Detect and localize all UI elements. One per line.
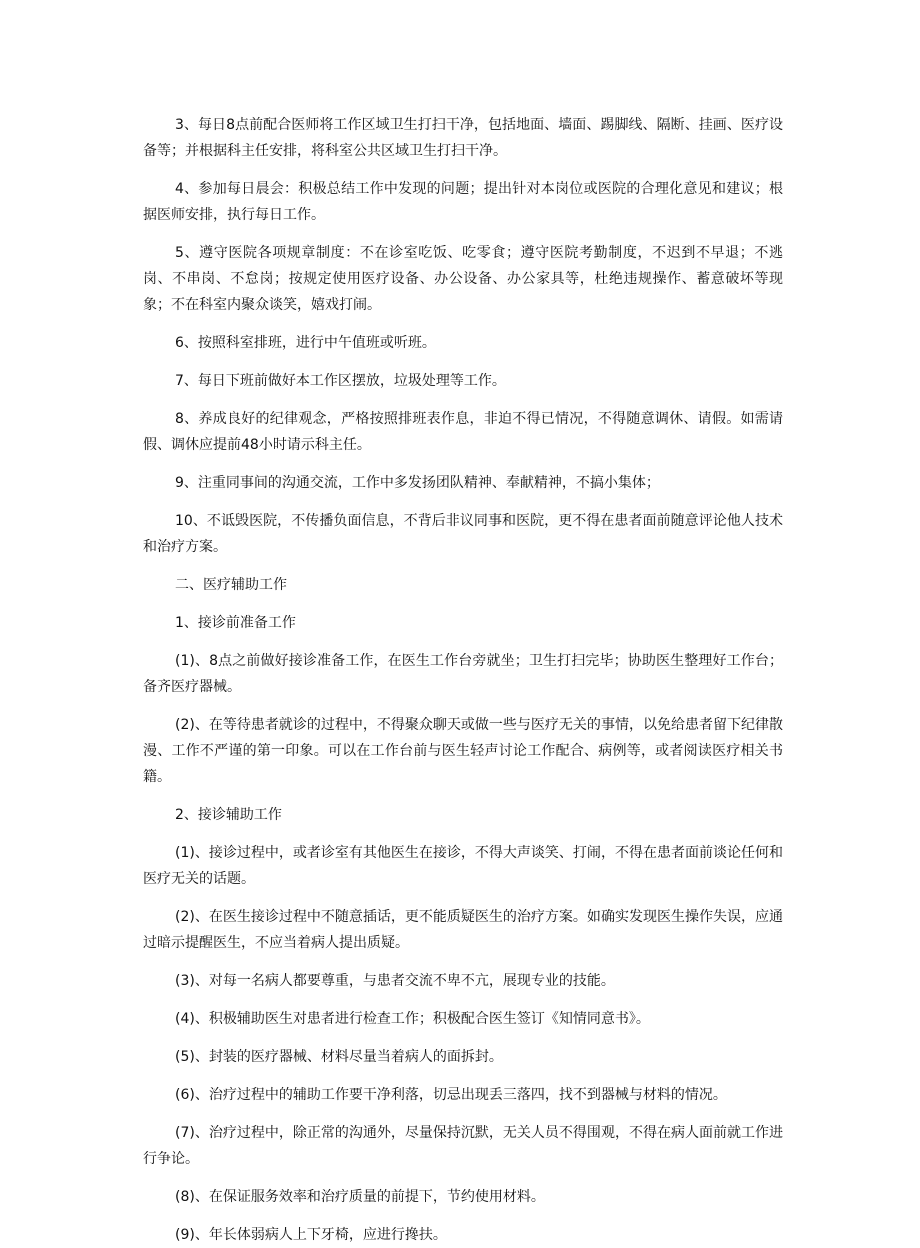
rule-item-7: 7、每日下班前做好本工作区摆放，垃圾处理等工作。 <box>175 373 506 389</box>
subsection-heading-1: 1、接诊前准备工作 <box>175 615 296 631</box>
rule-item-8: 8、养成良好的纪律观念，严格按照排班表作息，非迫不得已情况，不得随意调休、请假。如需请假、调休应提前48小时请示科主任。 <box>143 411 783 453</box>
document-body <box>143 112 783 1248</box>
section-heading: 二、医疗辅助工作 <box>175 577 287 593</box>
assist-item-4: (4)、积极辅助医生对患者进行检查工作；积极配合医生签订《知情同意书》。 <box>175 1011 650 1027</box>
rule-item-6: 6、按照科室排班，进行中午值班或听班。 <box>175 335 436 351</box>
assist-item-8: (8)、在保证服务效率和治疗质量的前提下，节约使用材料。 <box>175 1189 545 1205</box>
assist-item-2: (2)、在医生接诊过程中不随意插话，更不能质疑医生的治疗方案。如确实发现医生操作失误，应通过暗示提醒医生，不应当着病人提出质疑。 <box>143 909 783 951</box>
assist-item-5: (5)、封装的医疗器械、材料尽量当着病人的面拆封。 <box>175 1049 503 1065</box>
prep-item-1: (1)、8点之前做好接诊准备工作，在医生工作台旁就坐；卫生打扫完毕；协助医生整理好工作台；备齐医疗器械。 <box>143 653 783 695</box>
assist-item-7: (7)、治疗过程中，除正常的沟通外，尽量保持沉默，无关人员不得围观，不得在病人面前就工作进行争论。 <box>143 1125 783 1167</box>
subsection-heading-2: 2、接诊辅助工作 <box>175 807 282 823</box>
rule-item-10: 10、不诋毁医院，不传播负面信息，不背后非议同事和医院，更不得在患者面前随意评论他人技术和治疗方案。 <box>143 513 783 555</box>
rule-item-3: 3、每日8点前配合医师将工作区域卫生打扫干净，包括地面、墙面、踢脚线、隔断、挂画、医疗设备等；并根据科主任安排，将科室公共区域卫生打扫干净。 <box>143 117 783 159</box>
assist-item-6: (6)、治疗过程中的辅助工作要干净利落，切忌出现丢三落四，找不到器械与材料的情况。 <box>175 1087 727 1103</box>
prep-item-2: (2)、在等待患者就诊的过程中，不得聚众聊天或做一些与医疗无关的事情，以免给患者留下纪律散漫、工作不严谨的第一印象。可以在工作台前与医生轻声讨论工作配合、病例等，或者阅读医疗相关书籍。 <box>143 717 783 785</box>
rule-item-4: 4、参加每日晨会：积极总结工作中发现的问题；提出针对本岗位或医院的合理化意见和建议；根据医师安排，执行每日工作。 <box>143 181 783 223</box>
assist-item-3: (3)、对每一名病人都要尊重，与患者交流不卑不亢，展现专业的技能。 <box>175 973 615 989</box>
rule-item-9: 9、注重同事间的沟通交流，工作中多发扬团队精神、奉献精神，不搞小集体； <box>175 475 660 491</box>
assist-item-9: (9)、年长体弱病人上下牙椅，应进行搀扶。 <box>175 1227 447 1243</box>
assist-item-1: (1)、接诊过程中，或者诊室有其他医生在接诊，不得大声谈笑、打闹，不得在患者面前谈论任何和医疗无关的话题。 <box>143 845 783 887</box>
rule-item-5: 5、遵守医院各项规章制度：不在诊室吃饭、吃零食；遵守医院考勤制度，不迟到不早退；不逃岗、不串岗、不怠岗；按规定使用医疗设备、办公设备、办公家具等，杜绝违规操作、蓄意破坏等现象；不在科室内聚众谈笑，嬉戏打闹。 <box>143 245 783 313</box>
